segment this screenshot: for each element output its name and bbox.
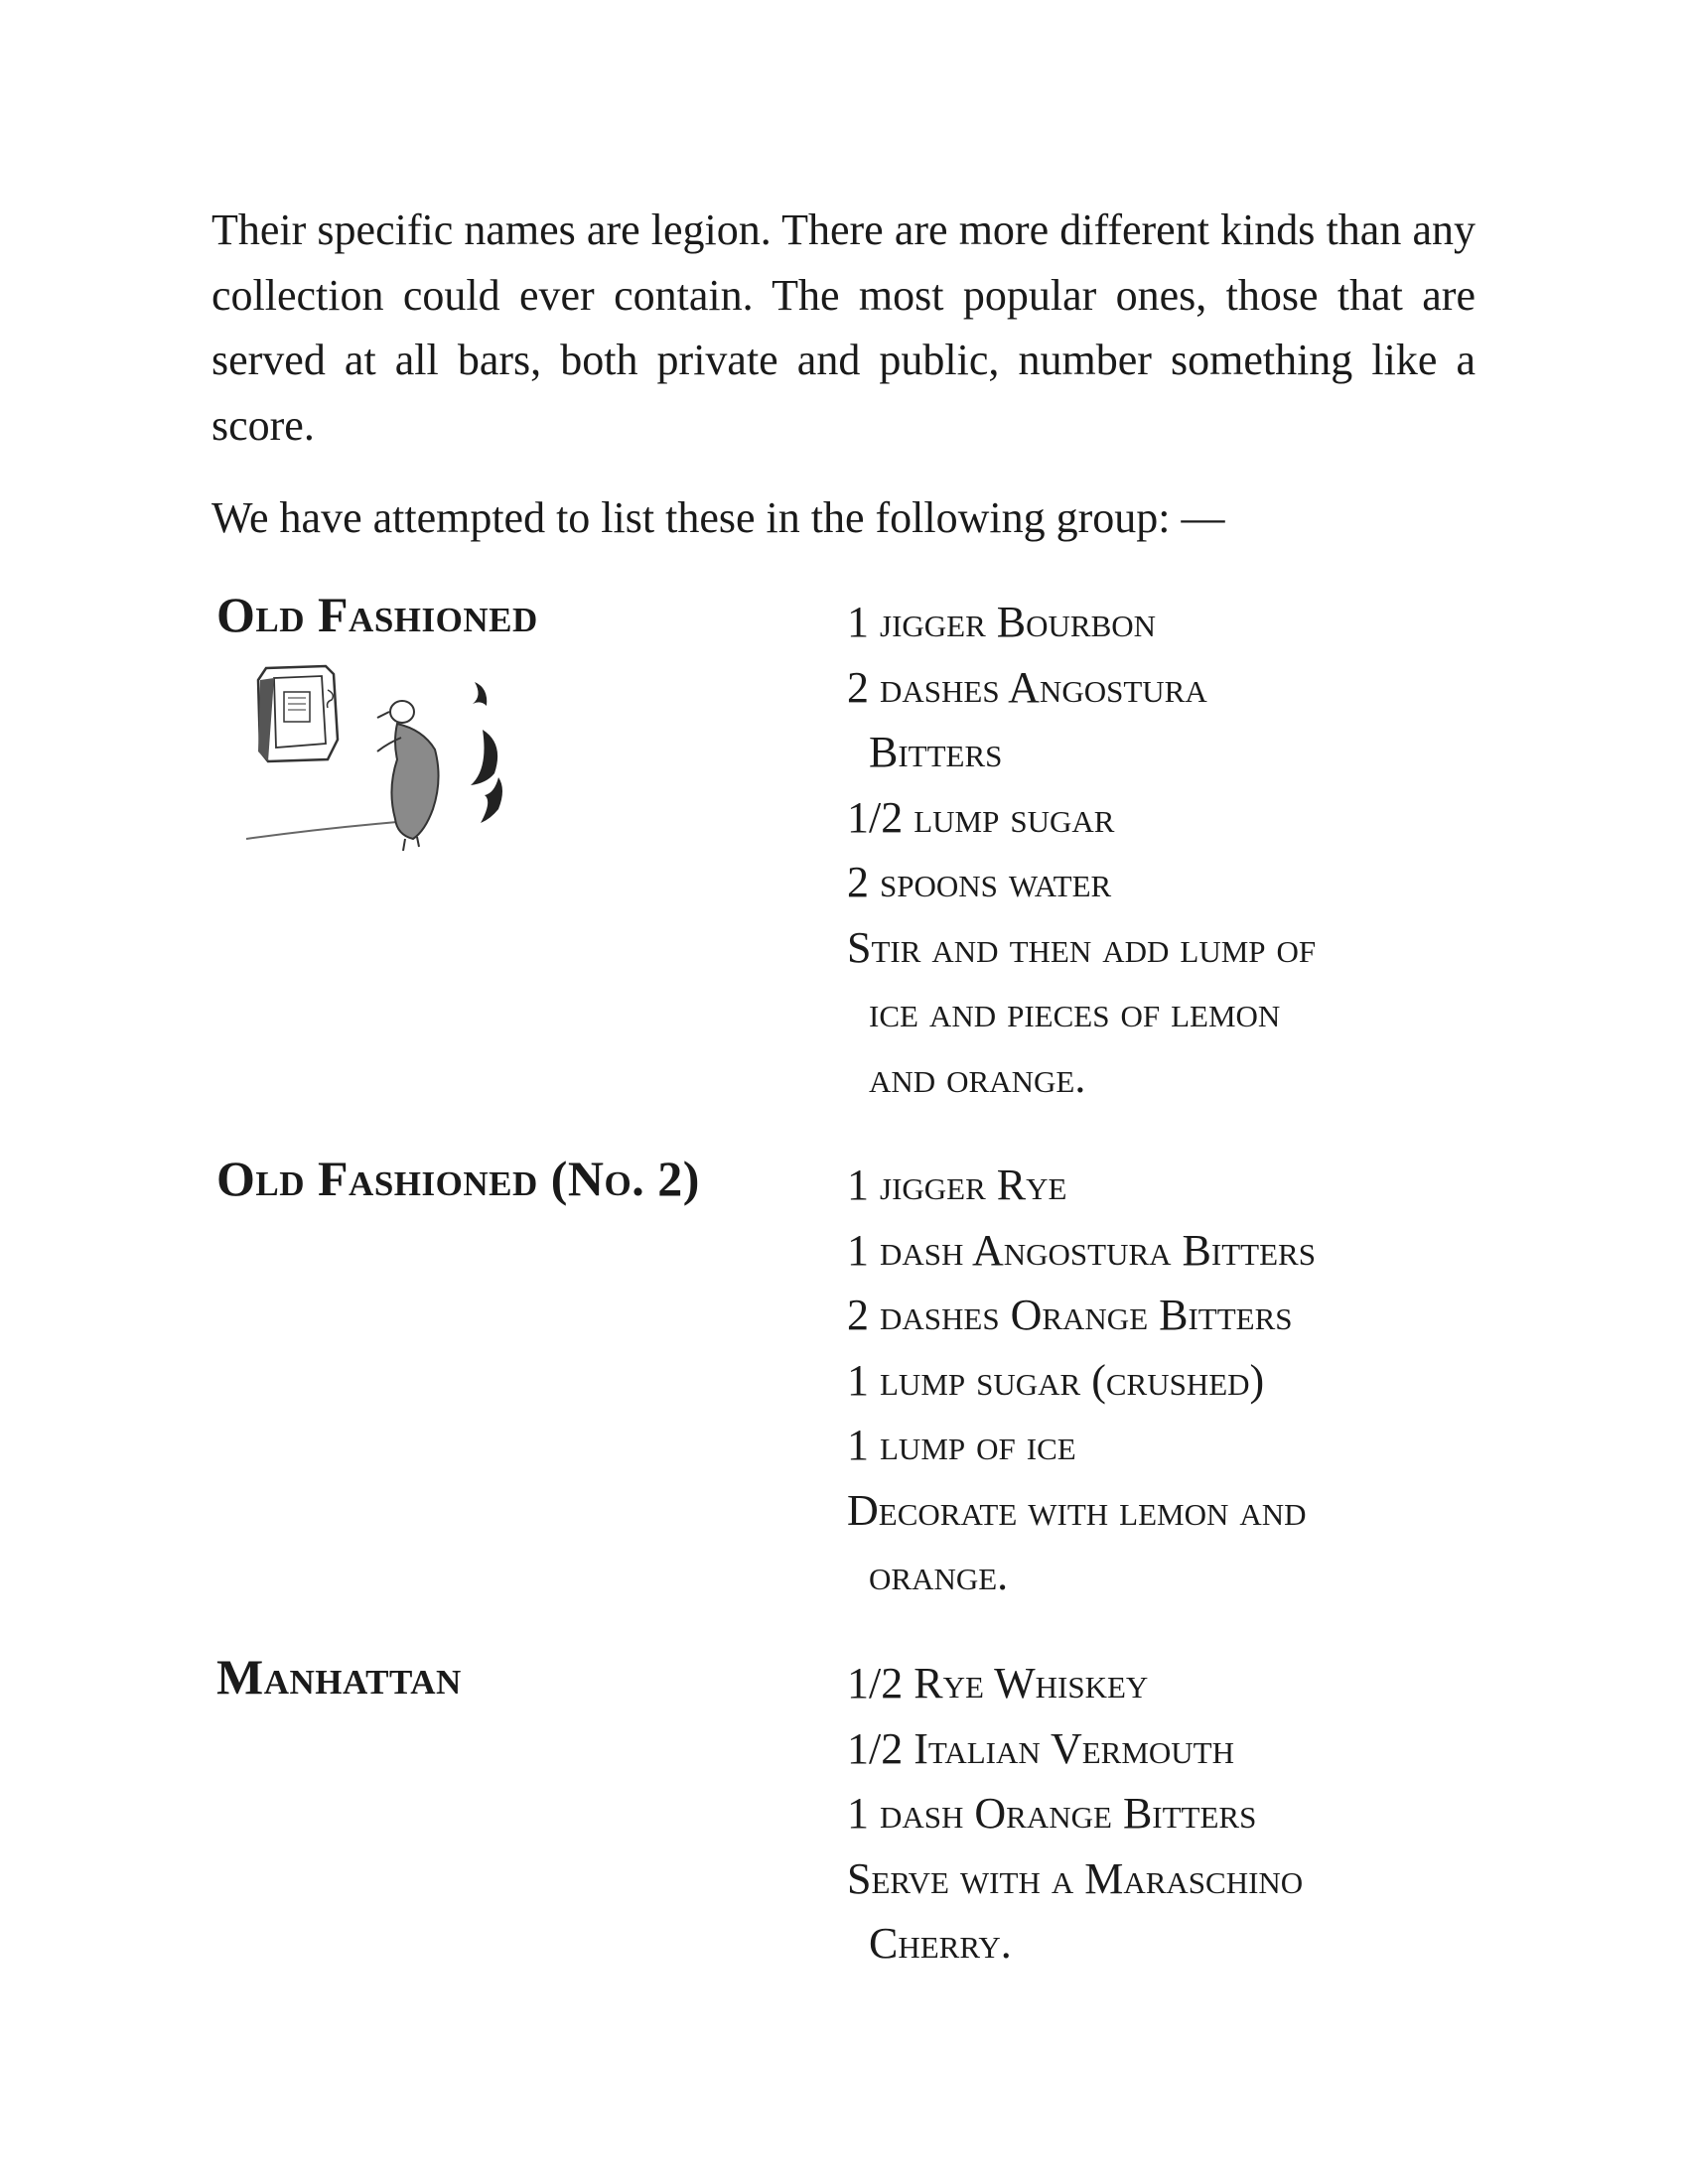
ingredient-line: 1 dash Orange Bitters — [847, 1789, 1257, 1838]
intro-lead-in: We have attempted to list these in the following group: — — [211, 493, 1225, 542]
recipe-ingredients — [847, 1153, 1542, 1608]
recipe-ingredients — [847, 1651, 1542, 1977]
recipe-title: Old Fashioned (No. 2) — [216, 1151, 700, 1206]
recipe-title: Old Fashioned — [216, 587, 538, 642]
ingredient-line: Stir and then add lump of — [847, 922, 1317, 972]
ingredient-line: Bitters — [847, 728, 1003, 776]
ingredient-line: 1 lump of ice — [847, 1421, 1076, 1469]
intro-paragraph: Their specific names are legion. There are more different kinds than any collection could ever contain. The most popular ones, those that are served at all bars, both private and public, number something like a score. — [211, 205, 1476, 450]
recipe-title: Manhattan — [216, 1649, 462, 1705]
recipe-ingredients — [847, 590, 1542, 1110]
ingredient-line: 1 lump sugar (crushed) — [847, 1355, 1265, 1405]
ingredient-line: Decorate with lemon and — [847, 1485, 1307, 1535]
ingredient-line: 1 jigger Bourbon — [847, 598, 1157, 646]
ingredient-line: orange. — [847, 1551, 1009, 1599]
ingredient-line: Cherry. — [847, 1919, 1012, 1968]
ingredient-line: 1 jigger Rye — [847, 1160, 1067, 1209]
sketch-man-at-picture-icon — [238, 660, 556, 869]
ingredient-line: and orange. — [847, 1052, 1086, 1102]
ingredient-line: 2 dashes Orange Bitters — [847, 1291, 1293, 1339]
ingredient-line: 2 dashes Angostura — [847, 662, 1207, 712]
ingredient-line: ice and pieces of lemon — [847, 988, 1281, 1036]
ingredient-line: 1/2 Rye Whiskey — [847, 1659, 1149, 1707]
ingredient-line: Serve with a Maraschino — [847, 1853, 1304, 1903]
ingredient-line: 1/2 Italian Vermouth — [847, 1723, 1235, 1773]
ingredient-line: 1 dash Angostura Bitters — [847, 1225, 1316, 1275]
ingredient-line: 2 spoons water — [847, 858, 1112, 906]
ingredient-line: 1/2 lump sugar — [847, 792, 1115, 842]
